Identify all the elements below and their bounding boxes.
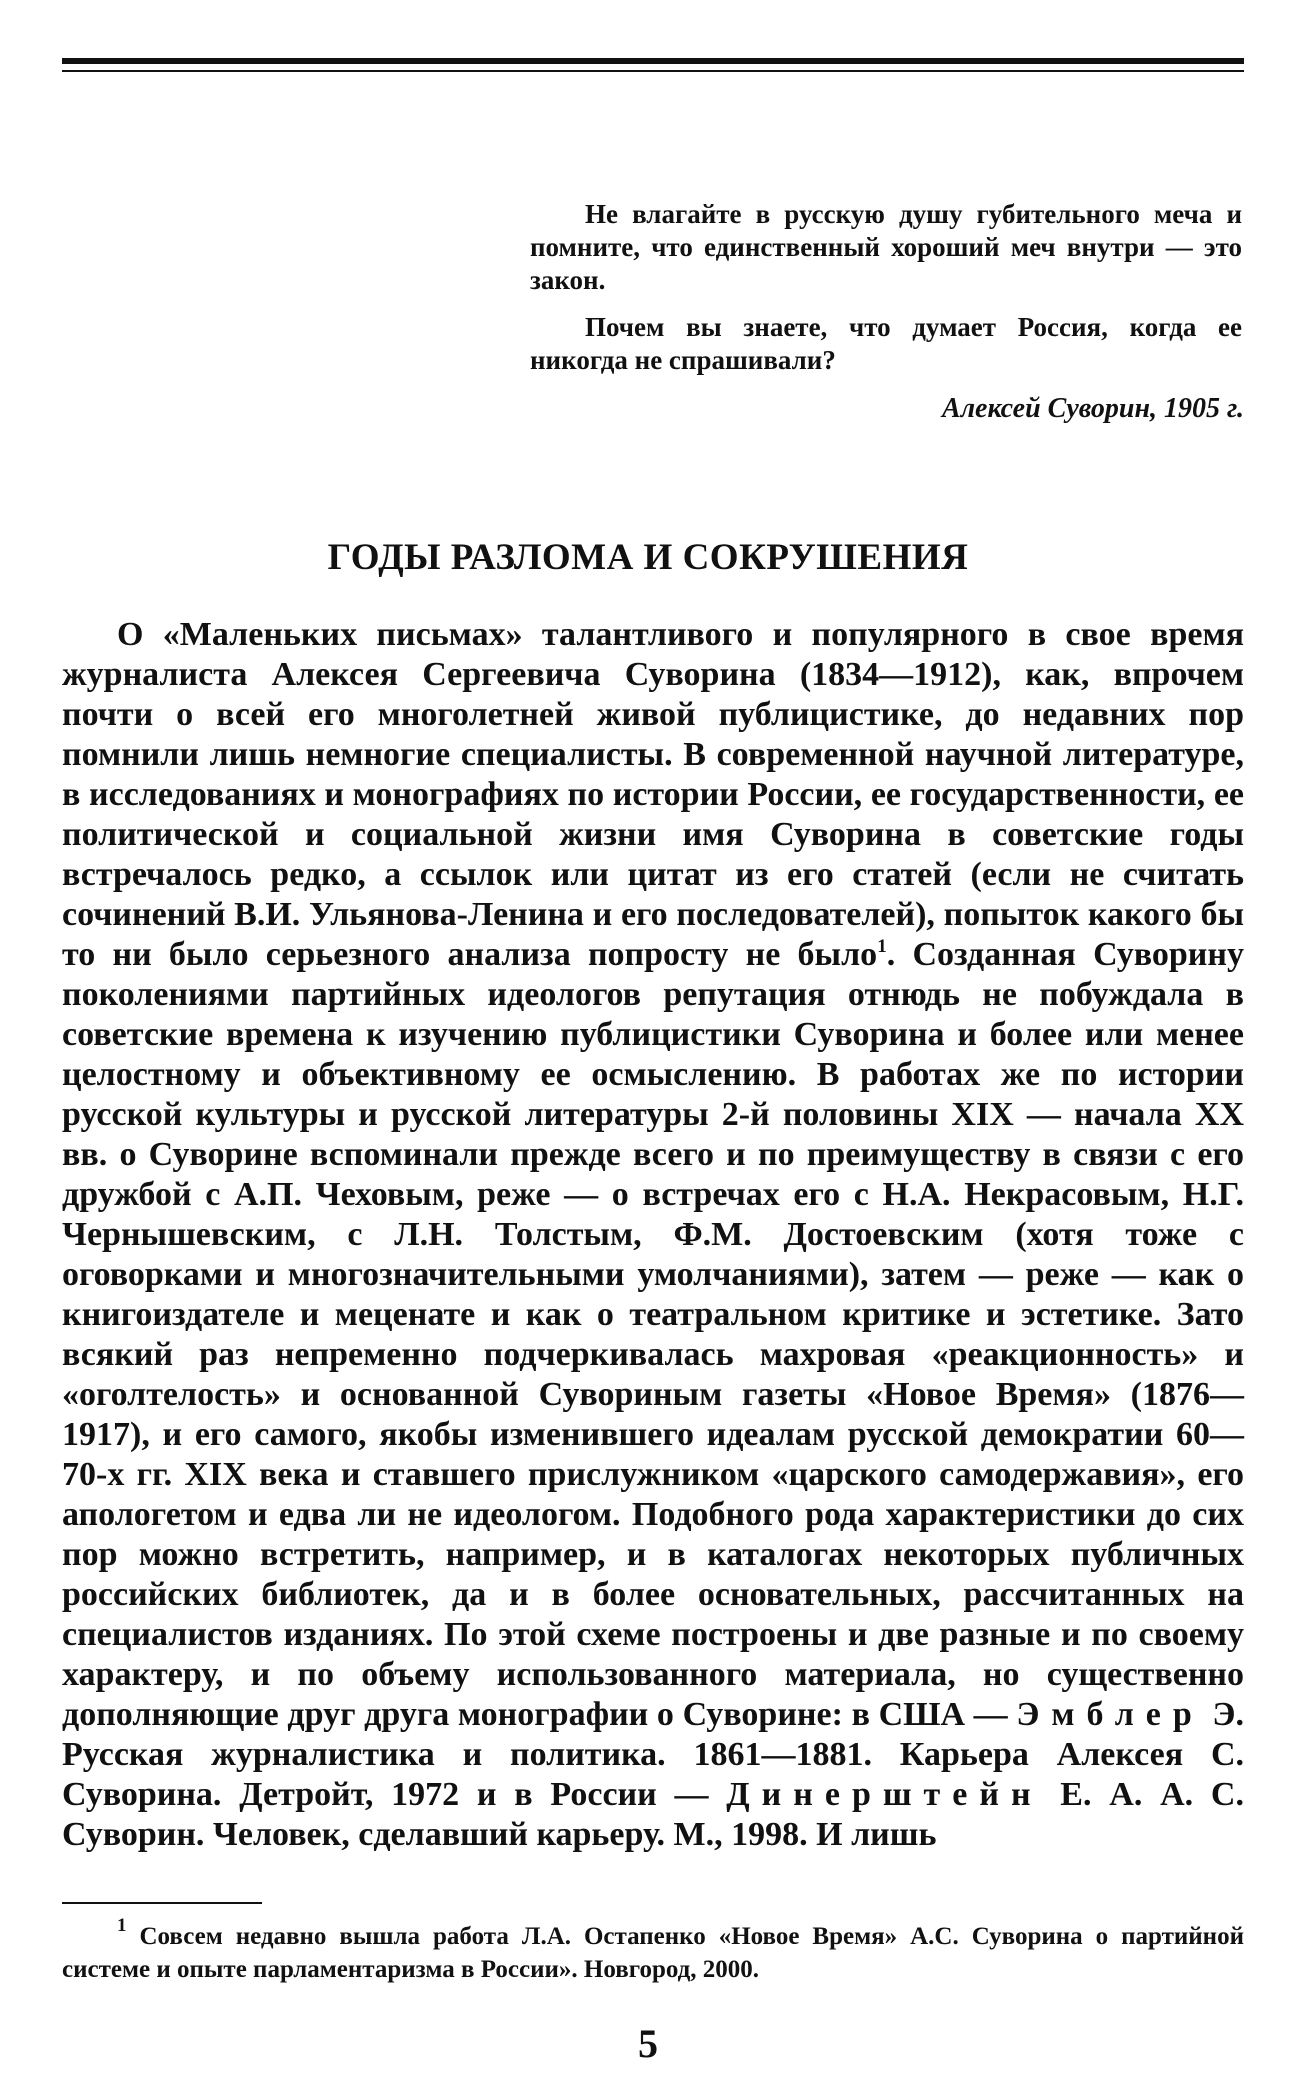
epigraph-author: Алексей Суворин, 1905 г.	[942, 393, 1244, 424]
body-paragraph	[62, 615, 1244, 1855]
cited-author: Динерштейн	[726, 1776, 1043, 1813]
page-number: 5	[638, 2021, 658, 2066]
chapter-title: ГОДЫ РАЗЛОМА И СОКРУШЕНИЯ	[327, 537, 969, 578]
footnote-text: Совсем недавно вышла работа Л.А. Остапенко «Новое Время» А.С. Суворина о партийной системе и опыте парламентаризма в России». Новгород, 2000.	[62, 1923, 1244, 1983]
epigraph	[530, 198, 1242, 391]
footnote-rule	[62, 1902, 262, 1904]
footnote-reference: 1	[877, 936, 887, 957]
header-rule-thick	[62, 58, 1244, 64]
header-rule-thin	[62, 70, 1244, 72]
body-text	[62, 615, 1244, 1855]
footnote-marker: 1	[117, 1915, 127, 1936]
cited-author: Эмблер	[1016, 1696, 1204, 1733]
body-text-segment: О «Маленьких письмах» талантливого и популярного в свое время журналиста Алексея Сергеевича Суворина (1834—1912), как, впрочем почти о всей его многолетней живой публицистике, до недавних пор помнили лишь немногие специалисты. В современной научной литературе, в исследованиях и монографиях по истории России, ее государственности, ее политической и социальной жизни имя Суворина в советские годы встречалось редко, а ссылок или цитат из его статей (если не считать сочинений В.И. Ульянова-Ленина и его последователей), попыток какого бы то ни было серьезного анализа попросту не было	[62, 616, 1244, 973]
footnote-paragraph	[62, 1915, 1244, 1986]
body-text-segment: . Созданная Суворину поколениями партийных идеологов репутация отнюдь не побуждала в советские времена к изучению публицистики Суворина и более или менее целостному и объективному ее осмыслению. В работах же по истории русской культуры и русской литературы 2-й половины XIX — начала XX вв. о Суворине вспоминали прежде всего и по преимуществу в связи с его дружбой с А.П. Чеховым, реже — о встречах его с Н.А. Некрасовым, Н.Г. Чернышевским, с Л.Н. Толстым, Ф.М. Достоевским (хотя тоже с оговорками и многозначительными умолчаниями), затем — реже — как о книгоиздателе и меценате и как о театральном критике и эстетике. Зато всякий раз непременно подчеркивалась махровая «реакционность» и «оголтелость» и основанной Сувориным газеты «Новое Время» (1876—1917), и его самого, якобы изменившего идеалам русской демократии 60—70-х гг. XIX века и ставшего прислужником «царского самодержавия», его апологетом и едва ли не идеологом. Подобного рода характеристики до сих пор можно встретить, например, и в каталогах некоторых публичных российских библиотек, да и в более основательных, рассчитанных на специалистов изданиях. По этой схеме построены и две разные и по своему характеру, и по объему использованного материала, но существенно дополняющие друг друга монографии о Суворине: в США —	[62, 936, 1244, 1733]
footnote	[62, 1915, 1244, 1986]
body-text-segment: Э. Русская журналистика и политика. 1861—1881. Карьера Алексея С. Суворина. Детройт, 1972 и в России —	[62, 1696, 1244, 1813]
epigraph-paragraph: Не влагайте в русскую душу губительного меча и помните, что единственный хороший меч внутри — это закон.	[530, 199, 1242, 295]
body-text-segment: Е. А. А. С. Суворин. Человек, сделавший карьеру. М., 1998. И лишь	[62, 1776, 1244, 1853]
epigraph-paragraph: Почем вы знаете, что думает Россия, когда ее никогда не спрашивали?	[530, 312, 1242, 375]
